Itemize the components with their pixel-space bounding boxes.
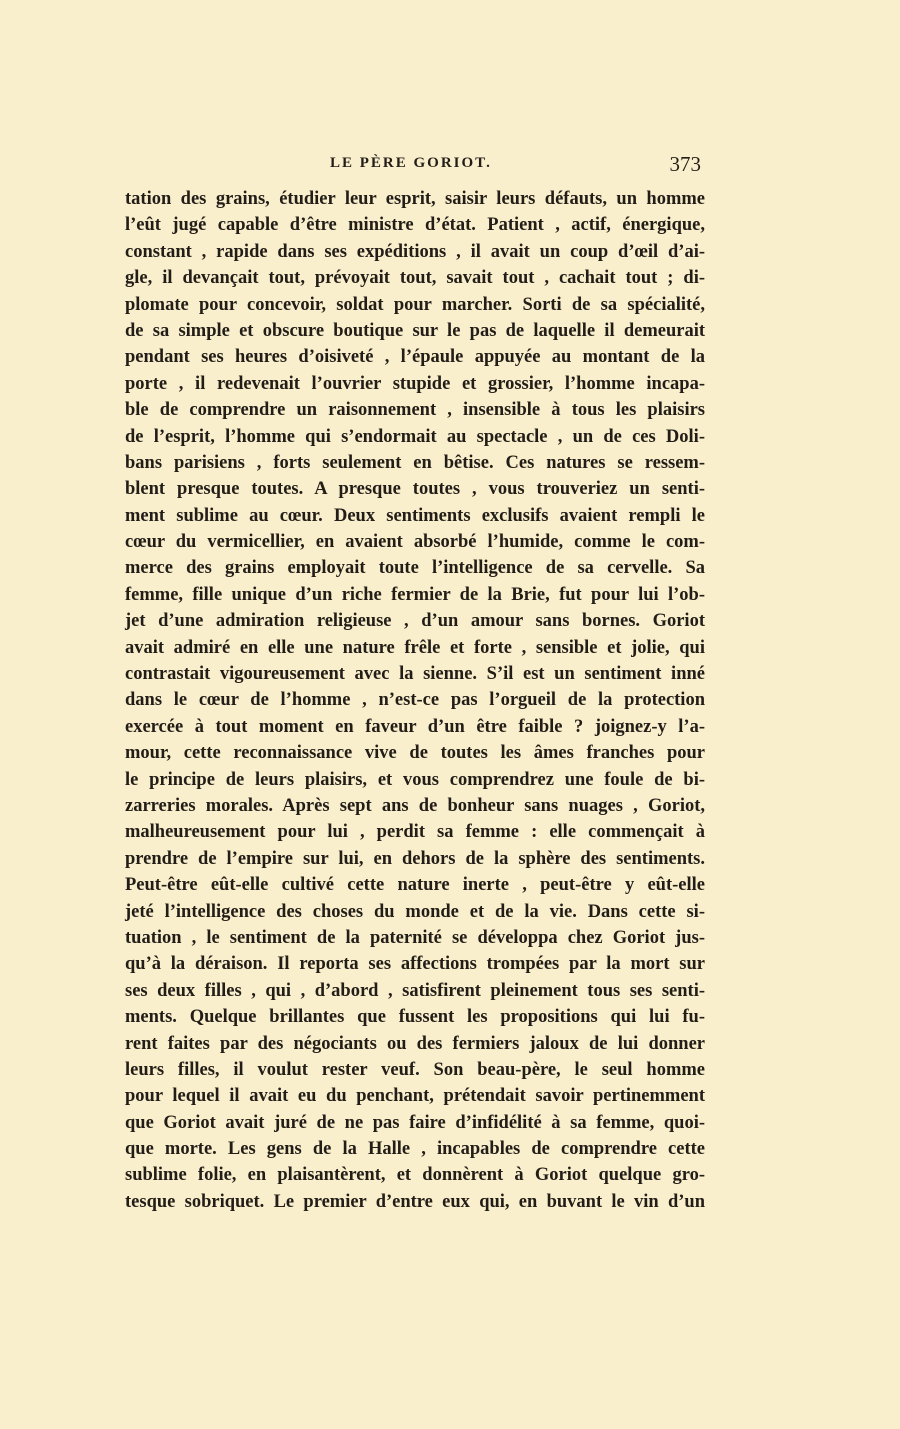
- body-text: [125, 186, 705, 1215]
- text-line: dans le cœur de l’homme , n’est-ce pas l’orgueil de la protection: [125, 690, 705, 711]
- text-line: tesque sobriquet. Le premier d’entre eux qui, en buvant le vin d’un: [125, 1191, 705, 1212]
- text-line: porte , il redevenait l’ouvrier stupide et grossier, l’homme incapa-: [125, 373, 705, 394]
- text-line: plomate pour concevoir, soldat pour marcher. Sorti de sa spécialité,: [125, 294, 705, 315]
- text-line: constant , rapide dans ses expéditions , il avait un coup d’œil d’ai-: [125, 241, 705, 262]
- text-line: le principe de leurs plaisirs, et vous comprendrez une foule de bi-: [125, 769, 705, 790]
- text-line: l’eût jugé capable d’être ministre d’état. Patient , actif, énergique,: [125, 215, 705, 236]
- text-line: rent faites par des négociants ou des fermiers jaloux de lui donner: [125, 1033, 705, 1054]
- text-line: pour lequel il avait eu du penchant, prétendait savoir pertinemment: [125, 1086, 705, 1107]
- text-line: gle, il devançait tout, prévoyait tout, savait tout , cachait tout ; di-: [125, 268, 705, 289]
- text-line: femme, fille unique d’un riche fermier de la Brie, fut pour lui l’ob-: [125, 584, 705, 605]
- text-line: cœur du vermicellier, en avaient absorbé l’humide, comme le com-: [125, 532, 705, 553]
- text-line: qu’à la déraison. Il reporta ses affections trompées par la mort sur: [125, 954, 705, 975]
- text-line: avait admiré en elle une nature frêle et forte , sensible et jolie, qui: [125, 637, 705, 658]
- text-line: pendant ses heures d’oisiveté , l’épaule appuyée au montant de la: [125, 347, 705, 368]
- text-line: ses deux filles , qui , d’abord , satisfirent pleinement tous ses senti-: [125, 980, 705, 1001]
- text-line: ment sublime au cœur. Deux sentiments exclusifs avaient rempli le: [125, 505, 705, 526]
- running-header: [125, 152, 703, 180]
- text-line: malheureusement pour lui , perdit sa femme : elle commençait à: [125, 822, 705, 843]
- text-line: ments. Quelque brillantes que fussent les propositions qui lui fu-: [125, 1007, 705, 1028]
- text-line: contrastait vigoureusement avec la sienne. S’il est un sentiment inné: [125, 664, 705, 685]
- text-line: Peut-être eût-elle cultivé cette nature inerte , peut-être y eût-elle: [125, 875, 705, 896]
- text-line: jeté l’intelligence des choses du monde et de la vie. Dans cette si-: [125, 901, 705, 922]
- running-title: LE PÈRE GORIOT.: [330, 155, 492, 171]
- text-line: prendre de l’empire sur lui, en dehors de la sphère des sentiments.: [125, 848, 705, 869]
- text-line: sublime folie, en plaisantèrent, et donnèrent à Goriot quelque gro-: [125, 1165, 705, 1186]
- text-line: bans parisiens , forts seulement en bêtise. Ces natures se ressem-: [125, 452, 705, 473]
- text-line: que Goriot avait juré de ne pas faire d’infidélité à sa femme, quoi-: [125, 1112, 705, 1133]
- text-line: merce des grains employait toute l’intelligence de sa cervelle. Sa: [125, 558, 705, 579]
- text-line: tuation , le sentiment de la paternité se développa chez Goriot jus-: [125, 927, 705, 948]
- text-line: que morte. Les gens de la Halle , incapables de comprendre cette: [125, 1139, 705, 1160]
- page-number: 373: [669, 152, 701, 176]
- text-line: jet d’une admiration religieuse , d’un amour sans bornes. Goriot: [125, 611, 705, 632]
- text-line: de l’esprit, l’homme qui s’endormait au spectacle , un de ces Doli-: [125, 426, 705, 447]
- text-line: zarreries morales. Après sept ans de bonheur sans nuages , Goriot,: [125, 795, 705, 816]
- text-line: ble de comprendre un raisonnement , insensible à tous les plaisirs: [125, 400, 705, 421]
- text-line: leurs filles, il voulut rester veuf. Son beau-père, le seul homme: [125, 1059, 705, 1080]
- text-line: tation des grains, étudier leur esprit, saisir leurs défauts, un homme: [125, 189, 705, 209]
- text-line: exercée à tout moment en faveur d’un être faible ? joignez-y l’a-: [125, 716, 705, 737]
- text-line: de sa simple et obscure boutique sur le pas de laquelle il demeurait: [125, 320, 705, 341]
- text-line: mour, cette reconnaissance vive de toutes les âmes franches pour: [125, 743, 705, 764]
- text-line: blent presque toutes. A presque toutes , vous trouveriez un senti-: [125, 479, 705, 500]
